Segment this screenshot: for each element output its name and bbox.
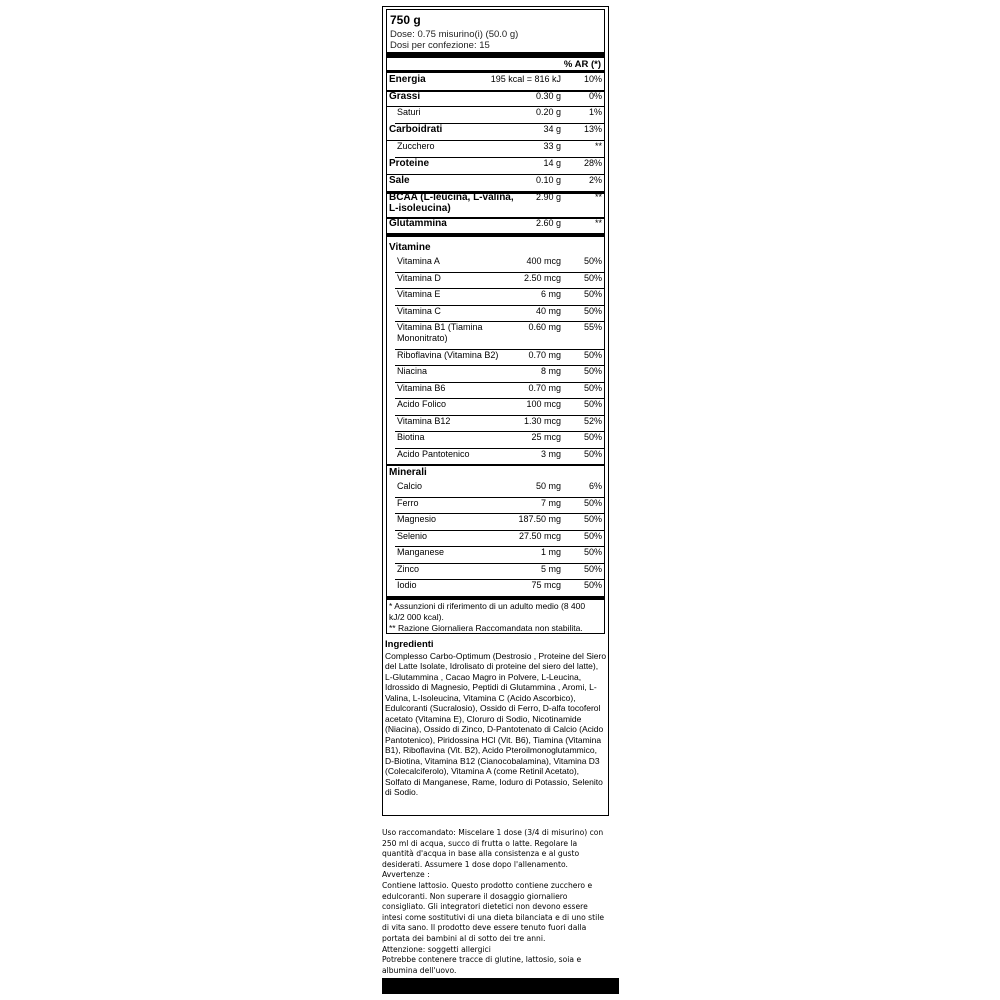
row-amount: 0.30 g: [535, 91, 561, 101]
mineral-row: [387, 498, 604, 514]
row-percent: 50%: [583, 531, 602, 541]
mineral-row: [387, 547, 604, 564]
row-label: Selenio: [397, 531, 428, 541]
row-label: Vitamina B6: [397, 383, 446, 393]
nutrient-row: [387, 218, 604, 234]
mineral-row: [387, 531, 604, 547]
warnings-text: Contiene lattosio. Questo prodotto contiene zucchero e edulcoranti. Non superare il dosaggio giornaliero consigliato. Gli integratori dietetici non devono essere intesi come sostitutivi di una dieta bilanciata e di uno stile di vita sano. Il prodotto deve essere tenuto fuori dalla portata dei bambini al di sotto dei tre anni.: [382, 880, 605, 943]
ingredients-heading: Ingredienti: [385, 639, 434, 650]
row-label: Energia: [389, 74, 426, 85]
vitamin-row: [387, 350, 604, 366]
row-percent: **: [594, 141, 602, 151]
row-percent: 50%: [583, 273, 602, 283]
row-percent: 52%: [583, 416, 602, 426]
row-label: Acido Pantotenico: [397, 449, 470, 459]
nutrient-row: [387, 74, 604, 91]
warnings-heading: Avvertenze :: [382, 870, 430, 880]
row-amount: 40 mg: [535, 306, 561, 316]
row-percent: 50%: [583, 449, 602, 459]
row-label: Manganese: [397, 547, 445, 557]
row-amount: 2.90 g: [535, 192, 561, 202]
row-amount: 27.50 mcg: [518, 531, 561, 541]
row-percent: 50%: [583, 399, 602, 409]
row-label: Calcio: [397, 481, 423, 491]
row-amount: 1 mg: [540, 547, 561, 557]
row-percent: 50%: [583, 498, 602, 508]
row-amount: 7 mg: [540, 498, 561, 508]
row-percent: **: [594, 192, 602, 202]
row-label: Grassi: [389, 91, 421, 102]
row-percent: 50%: [583, 350, 602, 360]
row-divider: [387, 464, 604, 466]
mineral-row: [387, 481, 604, 498]
nutrient-row: [387, 141, 604, 158]
row-label: Vitamina D: [397, 273, 441, 283]
row-amount: 5 mg: [540, 564, 561, 574]
row-amount: 195 kcal = 816 kJ: [490, 74, 561, 84]
nutrient-row: [387, 124, 604, 141]
header-divider: [387, 70, 604, 73]
row-amount: 2.60 g: [535, 218, 561, 228]
row-percent: 50%: [583, 547, 602, 557]
row-amount: 100 mcg: [526, 399, 561, 409]
row-amount: 33 g: [543, 141, 561, 151]
package-weight: 750 g: [390, 13, 421, 27]
ar-column-header: % AR (*): [563, 59, 601, 70]
row-percent: 50%: [583, 306, 602, 316]
bottom-black-bar: [382, 978, 619, 994]
row-label: Vitamina B1 (Tiamina Mononitrato): [397, 322, 483, 343]
row-label: Zucchero: [397, 141, 435, 151]
row-label: BCAA (L-leucina, L-valina, L-isoleucina): [389, 192, 514, 214]
nutrient-row: [387, 91, 604, 107]
row-amount: 0.70 mg: [528, 350, 561, 360]
vitamin-row: [387, 432, 604, 449]
row-amount: 34 g: [543, 124, 561, 134]
nutrient-row: [387, 192, 604, 218]
row-amount: 75 mcg: [531, 580, 561, 590]
row-percent: 0%: [588, 91, 602, 101]
row-label: Zinco: [397, 564, 420, 574]
row-label: Carboidrati: [389, 124, 443, 135]
row-label: Vitamina C: [397, 306, 441, 316]
servings-per-pack: Dosi per confezione: 15: [390, 40, 490, 51]
vitamin-row: [387, 366, 604, 383]
row-amount: 0.70 mg: [528, 383, 561, 393]
vitamin-row: [387, 399, 604, 416]
row-label: Proteine: [389, 158, 430, 169]
usage-text: Uso raccomandato: Miscelare 1 dose (3/4 di misurino) con 250 ml di acqua, succo di frutta o latte. Regolare la quantità d'acqua in base alla consistenza e al gusto desiderati. Assumere 1 dose dopo l'allenamento.: [382, 828, 604, 869]
row-percent: **: [594, 218, 602, 228]
row-percent: 50%: [583, 383, 602, 393]
row-percent: 50%: [583, 366, 602, 376]
row-amount: 6 mg: [540, 289, 561, 299]
row-percent: 50%: [583, 432, 602, 442]
row-amount: 0.20 g: [535, 107, 561, 117]
mineral-row: [387, 564, 604, 580]
nutrition-facts-panel: [386, 9, 605, 634]
mineral-row: [387, 514, 604, 531]
minerals-heading: Minerali: [389, 467, 427, 478]
row-amount: 1.30 mcg: [523, 416, 561, 426]
row-percent: 10%: [583, 74, 602, 84]
ingredients-text: Complesso Carbo-Optimum (Destrosio , Proteine del Siero del Latte Isolate, Idrolisato di proteine del siero del latte), L-Glutammina , Cacao Magro in Polvere, L-Leucina, Idrossido di Magnesio, Peptidi di Glutammina , Aromi, L-Valina, L-Isoleucina, Vitamina C (Acido Ascorbico), Edulcoranti (Sucralosio), Ossido di Ferro, D-alfa tocoferol acetato (Vitamina E), Cloruro di Sodio, Nicotinamide (Niacina), Ossido di Zinco, D-Pantotenato di Calcio (Acido Pantotenico), Piridossina HCl (Vit. B6), Tiamina (Vitamina B1), Riboflavina (Vit. B2), Acido Pteroilmonoglutammico, D-Biotina, Vitamina B12 (Cianocobalamina), Vitamina D3 (Colecalciferolo), Vitamina A (come Retinil Acetato), Solfato di Manganese, Rame, Ioduro di Potassio, Selenito di Sodio.: [385, 650, 607, 797]
vitamin-row: [387, 306, 604, 322]
row-percent: 2%: [588, 175, 602, 185]
nutrient-row: [387, 107, 604, 124]
row-amount: 50 mg: [535, 481, 561, 491]
vitamin-row: [387, 322, 604, 350]
serving-size: Dose: 0.75 misurino(i) (50.0 g): [390, 29, 519, 40]
vitamin-row: [387, 289, 604, 306]
row-percent: 50%: [583, 580, 602, 590]
allergen-text: Potrebbe contenere tracce di glutine, lattosio, soia e albumina dell'uovo.: [382, 955, 582, 975]
row-percent: 50%: [583, 289, 602, 299]
row-amount: 187.50 mg: [518, 514, 561, 524]
row-amount: 0.60 mg: [528, 322, 561, 332]
row-percent: 50%: [583, 564, 602, 574]
vitamin-row: [387, 449, 604, 465]
row-divider: [387, 596, 604, 600]
row-label: Iodio: [397, 580, 417, 590]
mineral-row: [387, 580, 604, 597]
row-label: Niacina: [397, 366, 428, 376]
footnote-rda: ** Razione Giornaliera Raccomandata non stabilita.: [389, 623, 583, 633]
row-divider: [387, 233, 604, 237]
row-amount: 25 mcg: [531, 432, 561, 442]
row-label: Magnesio: [397, 514, 437, 524]
row-percent: 50%: [583, 256, 602, 266]
row-amount: 400 mcg: [526, 256, 561, 266]
row-label: Glutammina: [389, 218, 447, 229]
row-percent: 28%: [583, 158, 602, 168]
row-label: Vitamina E: [397, 289, 441, 299]
row-label: Ferro: [397, 498, 419, 508]
row-amount: 2.50 mcg: [523, 273, 561, 283]
row-label: Vitamina A: [397, 256, 440, 266]
nutrient-row: [387, 158, 604, 175]
nutrient-row: [387, 175, 604, 192]
usage-section: [382, 828, 610, 976]
row-amount: 8 mg: [540, 366, 561, 376]
row-amount: 0.10 g: [535, 175, 561, 185]
row-label: Biotina: [397, 432, 425, 442]
thick-divider: [387, 52, 604, 58]
row-label: Sale: [389, 175, 410, 186]
footnote-ar: * Assunzioni di riferimento di un adulto medio (8 400 kJ/2 000 kcal).: [389, 601, 586, 622]
row-amount: 14 g: [543, 158, 561, 168]
vitamins-heading: Vitamine: [389, 242, 431, 253]
row-label: Riboflavina (Vitamina B2): [397, 350, 499, 360]
row-amount: 3 mg: [540, 449, 561, 459]
row-percent: 1%: [588, 107, 602, 117]
vitamin-row: [387, 416, 604, 432]
row-label: Saturi: [397, 107, 421, 117]
vitamin-row: [387, 273, 604, 289]
row-label: Vitamina B12: [397, 416, 451, 426]
allergen-heading: Attenzione: soggetti allergici: [382, 944, 491, 954]
row-percent: 55%: [583, 322, 602, 332]
row-label: Acido Folico: [397, 399, 447, 409]
vitamin-row: [387, 383, 604, 399]
row-percent: 6%: [588, 481, 602, 491]
vitamin-row: [387, 256, 604, 273]
row-percent: 50%: [583, 514, 602, 524]
row-percent: 13%: [583, 124, 602, 134]
ingredients-section: [385, 640, 607, 798]
